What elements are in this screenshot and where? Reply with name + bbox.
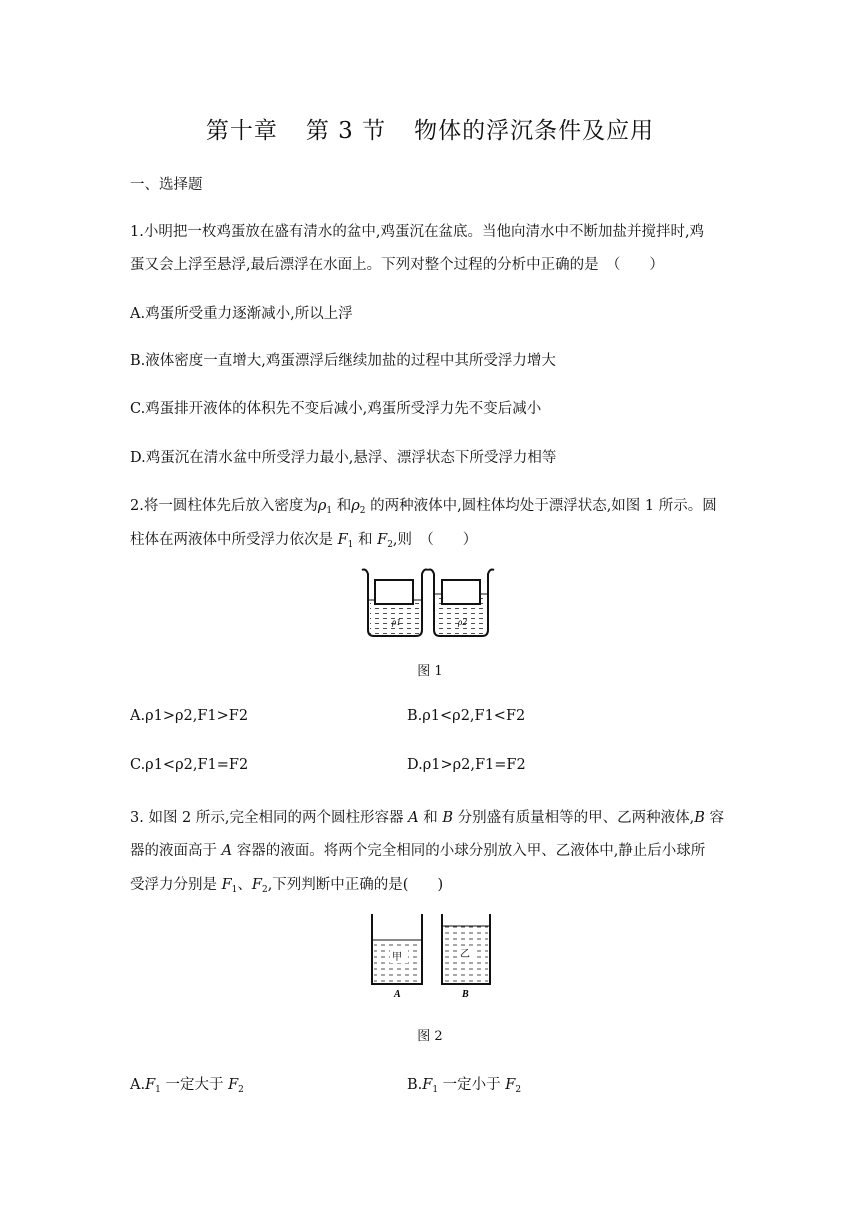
fig1-rho1-label: ρ1 xyxy=(392,617,401,627)
q2-stem-line1: 2.将一圆柱体先后放入密度为$\rho_1$ 和$\rho_2$ 的两种液体中,圆柱体均处于漂浮状态,如图 1 所示。圆 xyxy=(130,498,717,516)
q2-option-c: C.ρ1<ρ2,F1=F2 xyxy=(130,757,249,773)
q1-stem-line2: 蛋又会上浮至悬浮,最后漂浮在水面上。下列对整个过程的分析中正确的是 （ ） xyxy=(130,257,664,273)
q3-option-b: $B.F_1$ 一定小于 $F_2$ xyxy=(407,1077,522,1095)
figure-1-beakers xyxy=(358,566,496,638)
section-heading: 一、选择题 xyxy=(130,177,203,193)
q2-option-b: B.ρ1<ρ2,F1<F2 xyxy=(407,708,526,724)
fig2-a-label: A xyxy=(394,989,401,1000)
q2-stem-line2: 柱体在两液体中所受浮力依次是 $F_1$ 和 $F_2$,则 （ ） xyxy=(130,532,478,550)
q1-option-b: B.液体密度一直增大,鸡蛋漂浮后继续加盐的过程中其所受浮力增大 xyxy=(130,353,556,369)
q3-option-a: $A.F_1$ 一定大于 $F_2$ xyxy=(130,1077,244,1095)
fig2-yi-label: 乙 xyxy=(460,949,470,960)
q1-option-d: D.鸡蛋沉在清水盆中所受浮力最小,悬浮、漂浮状态下所受浮力相等 xyxy=(130,450,557,466)
page-title xyxy=(0,112,860,145)
chapter-label: 第十章 xyxy=(205,118,278,144)
q1-option-a: A.鸡蛋所受重力逐渐减小,所以上浮 xyxy=(130,306,353,322)
q3-stem-line2: 器的液面高于 A 容器的液面。将两个完全相同的小球分别放入甲、乙液体中,静止后小球所 xyxy=(130,843,706,859)
topic-label: 物体的浮沉条件及应用 xyxy=(414,118,655,144)
figure-2-containers xyxy=(364,912,496,1004)
fig2-b-label: B xyxy=(462,989,469,1000)
fig2-jia-label: 甲 xyxy=(392,952,402,963)
q2-option-d: D.ρ1>ρ2,F1=F2 xyxy=(407,757,526,773)
fig1-rho2-label: ρ2 xyxy=(458,617,467,627)
section-label: 第 3 节 xyxy=(305,118,387,144)
q3-stem-line1: 3. 如图 2 所示,完全相同的两个圆柱形容器 A 和 B 分别盛有质量相等的甲、乙两种液体,B 容 xyxy=(130,810,724,826)
figure-2-caption: 图 2 xyxy=(417,1029,443,1044)
q1-option-c: C.鸡蛋排开液体的体积先不变后减小,鸡蛋所受浮力先不变后减小 xyxy=(130,401,542,417)
q3-stem-line3: 受浮力分别是 $F_1$、$F_2$,下列判断中正确的是( ) xyxy=(130,877,444,895)
q1-stem-line1: 1.小明把一枚鸡蛋放在盛有清水的盆中,鸡蛋沉在盆底。当他向清水中不断加盐并搅拌时,鸡 xyxy=(130,224,705,240)
figure-1-caption: 图 1 xyxy=(417,664,443,679)
q2-option-a: A.ρ1>ρ2,F1>F2 xyxy=(130,708,249,724)
